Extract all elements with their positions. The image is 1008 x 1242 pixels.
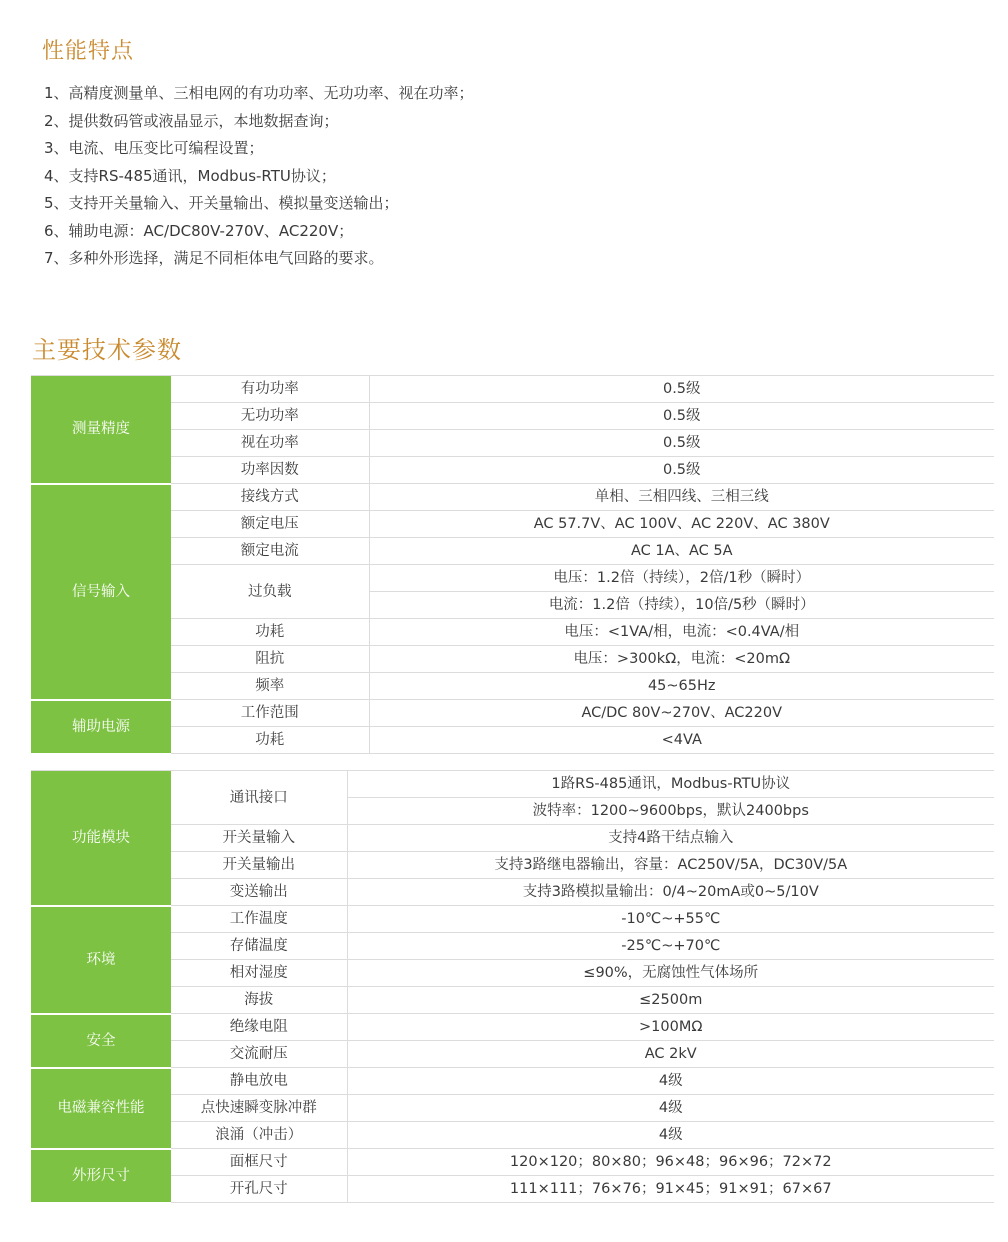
spec-row [31, 852, 994, 879]
spec-value: 单相、三相四线、三相三线 [369, 484, 994, 511]
spec-value: AC 2kV [347, 1041, 994, 1068]
spec-row [31, 619, 994, 646]
spec-param-name: 频率 [171, 673, 369, 700]
spec-row [31, 1149, 994, 1176]
spec-row [31, 906, 994, 933]
spec-param-name: 视在功率 [171, 430, 369, 457]
spec-value: -25℃~+70℃ [347, 933, 994, 960]
spec-row [31, 825, 994, 852]
spec-param-name: 功率因数 [171, 457, 369, 484]
spec-value: -10℃~+55℃ [347, 906, 994, 933]
spec-row [31, 673, 994, 700]
spec-value: 4级 [347, 1122, 994, 1149]
spec-row [31, 933, 994, 960]
spec-value: 45~65Hz [369, 673, 994, 700]
spec-row [31, 1122, 994, 1149]
spec-row [31, 1014, 994, 1041]
spec-param-name: 无功功率 [171, 403, 369, 430]
spec-value: 电压：>300kΩ，电流：<20mΩ [369, 646, 994, 673]
spec-param-name: 接线方式 [171, 484, 369, 511]
spec-group-label: 安全 [31, 1014, 171, 1068]
spec-param-name: 额定电压 [171, 511, 369, 538]
spec-value: >100MΩ [347, 1014, 994, 1041]
spec-row [31, 700, 994, 727]
spec-row [31, 457, 994, 484]
spec-value: 电流：1.2倍（持续），10倍/5秒（瞬时） [369, 592, 994, 619]
spec-param-name: 过负载 [171, 565, 369, 619]
spec-value: 支持3路继电器输出，容量：AC250V/5A，DC30V/5A [347, 852, 994, 879]
spec-value: AC/DC 80V~270V、AC220V [369, 700, 994, 727]
spec-param-name: 点快速瞬变脉冲群 [171, 1095, 347, 1122]
feature-item: 6、辅助电源：AC/DC80V-270V、AC220V； [44, 221, 354, 240]
spec-value: 电压：1.2倍（持续），2倍/1秒（瞬时） [369, 565, 994, 592]
spec-param-name: 存储温度 [171, 933, 347, 960]
spec-row [31, 430, 994, 457]
spec-param-name: 通讯接口 [171, 771, 347, 825]
spec-value: 1路RS-485通讯，Modbus-RTU协议 [347, 771, 994, 798]
spec-param-name: 交流耐压 [171, 1041, 347, 1068]
spec-row [31, 771, 994, 798]
specs-title: 主要技术参数 [32, 336, 182, 364]
spec-value: 0.5级 [369, 457, 994, 484]
spec-param-name: 绝缘电阻 [171, 1014, 347, 1041]
feature-item: 1、高精度测量单、三相电网的有功功率、无功功率、视在功率； [44, 84, 474, 102]
feature-item: 2、提供数码管或液晶显示，本地数据查询； [44, 111, 339, 130]
features-title: 性能特点 [42, 39, 135, 64]
spec-row [31, 1176, 994, 1203]
spec-value: 4级 [347, 1068, 994, 1095]
feature-item: 4、支持RS-485通讯，Modbus-RTU协议； [44, 166, 336, 185]
spec-param-name: 阻抗 [171, 646, 369, 673]
spec-value: AC 1A、AC 5A [369, 538, 994, 565]
spec-param-name: 相对湿度 [171, 960, 347, 987]
spec-value: 0.5级 [369, 376, 994, 403]
feature-item: 7、多种外形选择，满足不同柜体电气回路的要求。 [44, 249, 384, 267]
spec-row [31, 376, 994, 403]
spec-param-name: 额定电流 [171, 538, 369, 565]
spec-group-label: 电磁兼容性能 [31, 1068, 171, 1149]
spec-group-label: 外形尺寸 [31, 1149, 171, 1203]
spec-row [31, 1095, 994, 1122]
spec-param-name: 开孔尺寸 [171, 1176, 347, 1203]
spec-group-label: 信号输入 [31, 484, 171, 700]
spec-group-label: 测量精度 [31, 376, 171, 484]
spec-value: 111×111；76×76；91×45；91×91；67×67 [347, 1176, 994, 1203]
spec-value: 支持4路干结点输入 [347, 825, 994, 852]
feature-item: 3、电流、电压变比可编程设置； [44, 139, 264, 157]
spec-param-name: 开关量输出 [171, 852, 347, 879]
spec-row [31, 960, 994, 987]
spec-row [31, 646, 994, 673]
spec-row [31, 511, 994, 538]
spec-row [31, 727, 994, 754]
spec-value: 波特率：1200~9600bps，默认2400bps [347, 798, 994, 825]
spec-row [31, 1041, 994, 1068]
spec-row [31, 538, 994, 565]
spec-param-name: 有功功率 [171, 376, 369, 403]
spec-row [31, 565, 994, 592]
spec-value: <4VA [369, 727, 994, 754]
spec-row [31, 1068, 994, 1095]
spec-group-label: 辅助电源 [31, 700, 171, 754]
spec-value: 4级 [347, 1095, 994, 1122]
spec-row [31, 484, 994, 511]
spec-param-name: 开关量输入 [171, 825, 347, 852]
spec-table-2 [31, 770, 994, 1204]
spec-value: ≤2500m [347, 987, 994, 1014]
spec-param-name: 变送输出 [171, 879, 347, 906]
spec-param-name: 浪涌（冲击） [171, 1122, 347, 1149]
spec-group-label: 功能模块 [31, 771, 171, 906]
spec-param-name: 功耗 [171, 619, 369, 646]
spec-value: ≤90%，无腐蚀性气体场所 [347, 960, 994, 987]
spec-table-1 [31, 375, 994, 755]
spec-group-label: 环境 [31, 906, 171, 1014]
spec-row [31, 403, 994, 430]
features-list [44, 80, 474, 273]
spec-value: 支持3路模拟量输出：0/4~20mA或0~5/10V [347, 879, 994, 906]
spec-param-name: 工作温度 [171, 906, 347, 933]
spec-param-name: 海拔 [171, 987, 347, 1014]
spec-param-name: 功耗 [171, 727, 369, 754]
spec-value: 电压：<1VA/相，电流：<0.4VA/相 [369, 619, 994, 646]
spec-value: AC 57.7V、AC 100V、AC 220V、AC 380V [369, 511, 994, 538]
spec-value: 0.5级 [369, 430, 994, 457]
spec-param-name: 工作范围 [171, 700, 369, 727]
spec-value: 120×120；80×80；96×48；96×96；72×72 [347, 1149, 994, 1176]
feature-item: 5、支持开关量输入、开关量输出、模拟量变送输出； [44, 194, 399, 212]
spec-value: 0.5级 [369, 403, 994, 430]
spec-row [31, 987, 994, 1014]
spec-param-name: 静电放电 [171, 1068, 347, 1095]
spec-param-name: 面框尺寸 [171, 1149, 347, 1176]
spec-row [31, 879, 994, 906]
